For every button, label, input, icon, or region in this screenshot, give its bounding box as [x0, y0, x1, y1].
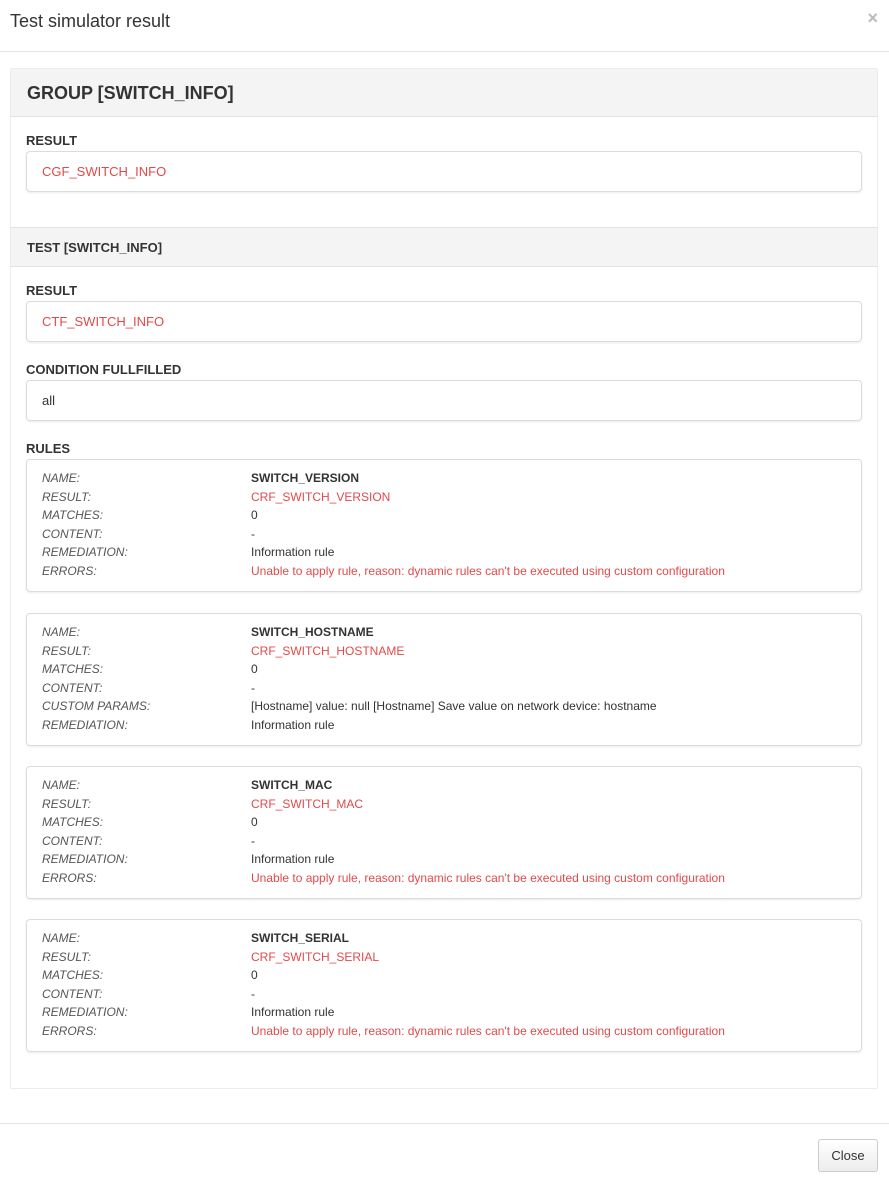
rule-rows [42, 931, 851, 1043]
rule-rows [42, 625, 851, 737]
rule-key: NAME: [42, 625, 81, 639]
rule-row [42, 508, 851, 527]
rule-card [26, 459, 862, 592]
rule-key: CUSTOM PARAMS: [42, 699, 151, 714]
rule-value: - [251, 680, 255, 695]
rule-key: REMEDIATION: [42, 717, 128, 732]
group-title: GROUP [SWITCH_INFO] [27, 83, 234, 103]
modal-header [0, 0, 889, 52]
rule-key: MATCHES: [42, 662, 104, 677]
rule-value: - [251, 986, 255, 1001]
rule-key: CONTENT: [42, 680, 103, 695]
rule-key: REMEDIATION: [42, 1005, 128, 1020]
rule-value: 0 [251, 662, 258, 677]
rule-key: NAME: [42, 778, 81, 792]
rule-row [42, 834, 851, 853]
rule-key: RESULT: [42, 643, 91, 658]
rule-row [42, 625, 851, 644]
rule-row [42, 797, 851, 816]
rule-row [42, 662, 851, 681]
rules-label: RULES [26, 441, 71, 456]
test-result-value: CTF_SWITCH_INFO [42, 314, 165, 329]
rule-key: ERRORS: [42, 563, 97, 578]
rule-card [26, 919, 862, 1052]
rule-row [42, 815, 851, 834]
close-icon[interactable]: × [867, 8, 878, 28]
rule-value: Unable to apply rule, reason: dynamic rules can't be executed using custom configuration [251, 870, 725, 885]
rule-value: SWITCH_HOSTNAME [251, 625, 374, 639]
rule-row [42, 644, 851, 663]
rule-rows [42, 778, 851, 890]
rule-row [42, 987, 851, 1006]
rule-value: 0 [251, 815, 258, 830]
rule-row [42, 1005, 851, 1024]
test-result-label: RESULT [26, 283, 78, 298]
rule-row [42, 718, 851, 737]
rule-row [42, 871, 851, 890]
rule-value: - [251, 526, 255, 541]
rule-key: NAME: [42, 931, 81, 945]
rule-key: ERRORS: [42, 870, 97, 885]
group-header [11, 69, 877, 117]
modal-title: Test simulator result [10, 11, 171, 31]
rule-value: CRF_SWITCH_SERIAL [251, 949, 380, 964]
rule-value: Information rule [251, 717, 335, 732]
rule-row [42, 527, 851, 546]
rule-row [42, 564, 851, 583]
rule-value: CRF_SWITCH_HOSTNAME [251, 643, 405, 658]
rule-value: 0 [251, 508, 258, 523]
rule-key: MATCHES: [42, 815, 104, 830]
rule-value: - [251, 833, 255, 848]
rule-card [26, 613, 862, 746]
rule-key: REMEDIATION: [42, 852, 128, 867]
group-result-label: RESULT [26, 133, 78, 148]
rule-key: RESULT: [42, 796, 91, 811]
rule-row [42, 699, 851, 718]
rule-value: SWITCH_SERIAL [251, 931, 350, 945]
rule-key: CONTENT: [42, 526, 103, 541]
rule-row [42, 471, 851, 490]
rule-value: Information rule [251, 545, 335, 560]
rule-key: RESULT: [42, 949, 91, 964]
test-header [11, 227, 877, 267]
modal-footer [0, 1123, 889, 1179]
group-result-box [26, 151, 862, 192]
rule-value: Information rule [251, 852, 335, 867]
rule-row [42, 931, 851, 950]
rule-row [42, 545, 851, 564]
rule-card [26, 766, 862, 899]
rule-value: CRF_SWITCH_VERSION [251, 489, 391, 504]
rule-key: MATCHES: [42, 508, 104, 523]
rule-key: CONTENT: [42, 833, 103, 848]
condition-value: all [42, 393, 56, 408]
rule-row [42, 681, 851, 700]
rule-row [42, 490, 851, 509]
rule-value: 0 [251, 968, 258, 983]
rule-rows [42, 471, 851, 583]
rule-value: SWITCH_VERSION [251, 471, 360, 485]
rule-key: RESULT: [42, 489, 91, 504]
rule-value: SWITCH_MAC [251, 778, 333, 792]
rule-value: CRF_SWITCH_MAC [251, 796, 364, 811]
group-result-value: CGF_SWITCH_INFO [42, 164, 167, 179]
rule-key: ERRORS: [42, 1023, 97, 1038]
rule-row [42, 968, 851, 987]
condition-label: CONDITION FULLFILLED [26, 362, 182, 377]
rule-row [42, 852, 851, 871]
rule-value: [Hostname] value: null [Hostname] Save value on network device: hostname [251, 699, 657, 714]
rule-row [42, 778, 851, 797]
condition-box [26, 380, 862, 421]
test-title: TEST [SWITCH_INFO] [27, 240, 163, 255]
rule-key: REMEDIATION: [42, 545, 128, 560]
rule-key: CONTENT: [42, 986, 103, 1001]
rule-row [42, 950, 851, 969]
rule-row [42, 1024, 851, 1043]
rule-key: NAME: [42, 471, 81, 485]
test-result-box [26, 301, 862, 342]
close-button[interactable]: Close [818, 1139, 878, 1172]
rule-key: MATCHES: [42, 968, 104, 983]
group-panel [10, 68, 878, 1089]
rule-value: Unable to apply rule, reason: dynamic rules can't be executed using custom configuration [251, 563, 725, 578]
rule-value: Information rule [251, 1005, 335, 1020]
rule-value: Unable to apply rule, reason: dynamic rules can't be executed using custom configuration [251, 1023, 725, 1038]
